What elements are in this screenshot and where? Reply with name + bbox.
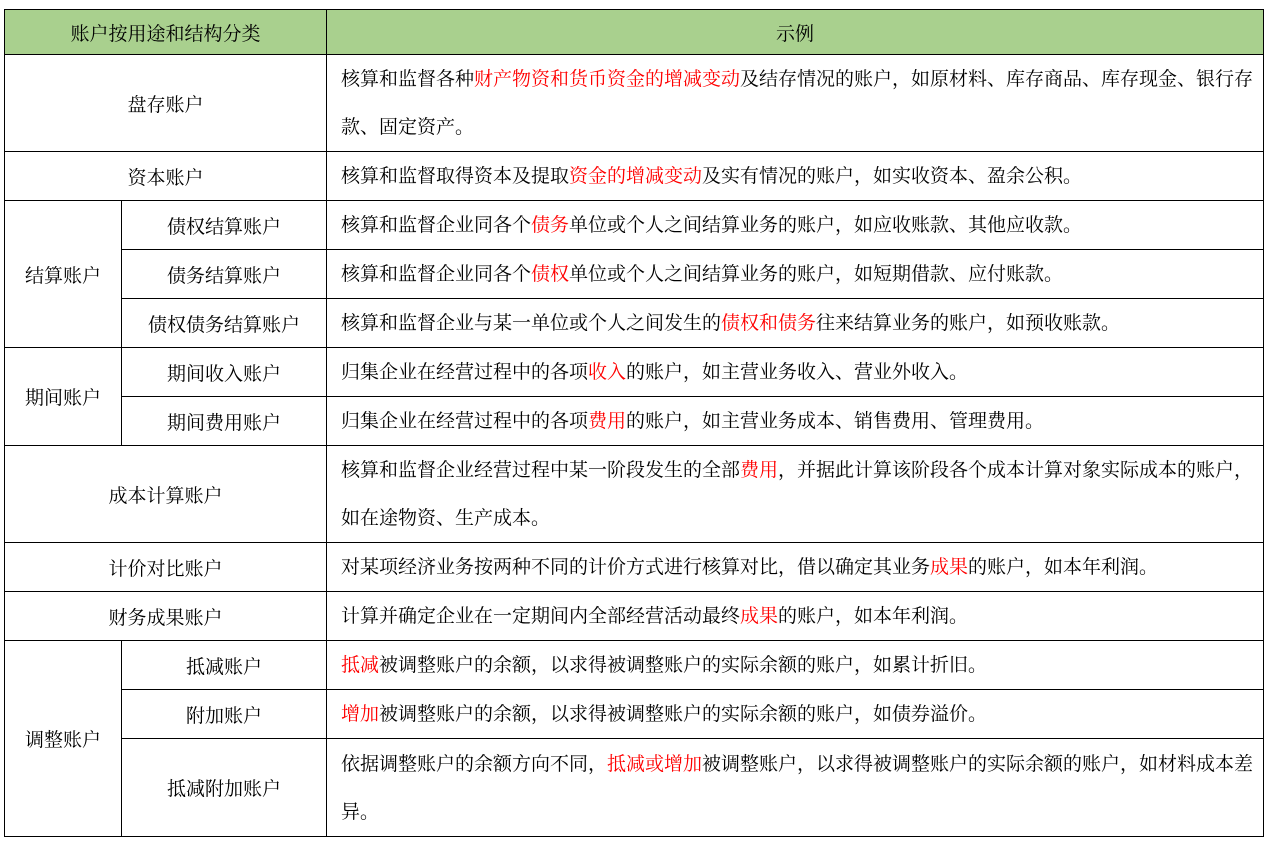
table-row [5, 152, 1264, 201]
header-row [5, 10, 1264, 55]
table-row [5, 690, 1264, 739]
account-name: 债权债务结算账户 [122, 299, 327, 348]
description-text: 计算并确定企业在一定期间内全部经营活动最终 [341, 605, 741, 627]
description-text: 及实有情况的账户，如实收资本、盈余公积。 [702, 165, 1083, 187]
highlight-text: 资金的增减变动 [569, 165, 703, 187]
table-row [5, 55, 1264, 152]
table-row [5, 543, 1264, 592]
account-description [327, 543, 1264, 592]
account-name: 期间收入账户 [122, 348, 327, 397]
table-row [5, 201, 1264, 250]
account-name: 附加账户 [122, 690, 327, 739]
account-name: 财务成果账户 [5, 592, 327, 641]
highlight-text: 债务 [531, 214, 570, 236]
table-row [5, 592, 1264, 641]
table-row [5, 446, 1264, 543]
description-text: 归集企业在经营过程中的各项 [341, 361, 589, 383]
highlight-text: 抵减或增加 [607, 752, 703, 775]
highlight-text: 增加 [341, 703, 380, 725]
description-text: 单位或个人之间结算业务的账户，如短期借款、应付账款。 [569, 263, 1064, 285]
description-text: 归集企业在经营过程中的各项 [341, 410, 589, 432]
description-text: 往来结算业务的账户，如预收账款。 [816, 312, 1121, 334]
description-text: 对某项经济业务按两种不同的计价方式进行核算对比，借以确定其业务 [341, 556, 931, 578]
highlight-text: 费用 [740, 459, 779, 481]
account-description [327, 152, 1264, 201]
account-description [327, 348, 1264, 397]
table-row [5, 397, 1264, 446]
account-name: 债权结算账户 [122, 201, 327, 250]
description-text: 核算和监督各种 [341, 68, 475, 90]
description-text: 的账户，如主营业务成本、销售费用、管理费用。 [626, 410, 1045, 432]
account-description [327, 397, 1264, 446]
account-name: 抵减附加账户 [122, 739, 327, 837]
highlight-text: 费用 [588, 410, 627, 432]
description-text: 依据调整账户的余额方向不同， [341, 752, 608, 775]
highlight-text: 成果 [740, 605, 779, 627]
table-row [5, 641, 1264, 690]
header-example: 示例 [327, 10, 1264, 55]
header-category: 账户按用途和结构分类 [5, 10, 327, 55]
account-name: 期间费用账户 [122, 397, 327, 446]
description-text: ，并据此计算该阶段各个成本计算对象实际成本的账户，如在途物资、生产成本。 [341, 459, 1254, 529]
highlight-text: 抵减 [341, 654, 380, 676]
description-text: 被调整账户的余额，以求得被调整账户的实际余额的账户，如债券溢价。 [379, 703, 988, 725]
description-text: 核算和监督企业同各个 [341, 263, 532, 285]
table-row [5, 739, 1264, 837]
account-name: 资本账户 [5, 152, 327, 201]
account-description [327, 690, 1264, 739]
description-text: 及结存情况的账户，如原材料、库存商品、库存现金、银行存款、固定资产。 [341, 68, 1254, 138]
account-name: 成本计算账户 [5, 446, 327, 543]
account-name: 计价对比账户 [5, 543, 327, 592]
table-row [5, 299, 1264, 348]
highlight-text: 财产物资和货币资金的增减变动 [474, 68, 741, 90]
description-text: 的账户，如本年利润。 [968, 556, 1159, 578]
account-description [327, 592, 1264, 641]
table-row [5, 250, 1264, 299]
account-description [327, 299, 1264, 348]
account-description [327, 201, 1264, 250]
account-group: 结算账户 [5, 201, 122, 348]
account-description [327, 739, 1264, 837]
account-group: 期间账户 [5, 348, 122, 446]
highlight-text: 债权 [531, 263, 570, 285]
description-text: 的账户，如本年利润。 [778, 605, 969, 627]
description-text: 单位或个人之间结算业务的账户，如应收账款、其他应收款。 [569, 214, 1083, 236]
highlight-text: 收入 [588, 361, 627, 383]
account-name: 债务结算账户 [122, 250, 327, 299]
account-description [327, 250, 1264, 299]
account-group: 调整账户 [5, 641, 122, 837]
account-name: 抵减账户 [122, 641, 327, 690]
description-text: 核算和监督取得资本及提取 [341, 165, 570, 187]
account-description [327, 55, 1264, 152]
description-text: 核算和监督企业与某一单位或个人之间发生的 [341, 312, 722, 334]
description-text: 被调整账户，以求得被调整账户的实际余额的账户，如材料成本差异。 [341, 752, 1254, 823]
highlight-text: 债权和债务 [721, 312, 817, 334]
highlight-text: 成果 [930, 556, 969, 578]
description-text: 核算和监督企业同各个 [341, 214, 532, 236]
table-row [5, 348, 1264, 397]
description-text: 的账户，如主营业务收入、营业外收入。 [626, 361, 969, 383]
description-text: 核算和监督企业经营过程中某一阶段发生的全部 [341, 459, 741, 481]
account-description [327, 446, 1264, 543]
description-text: 被调整账户的余额，以求得被调整账户的实际余额的账户，如累计折旧。 [379, 654, 988, 676]
account-description [327, 641, 1264, 690]
account-classification-table [4, 9, 1264, 837]
account-name: 盘存账户 [5, 55, 327, 152]
